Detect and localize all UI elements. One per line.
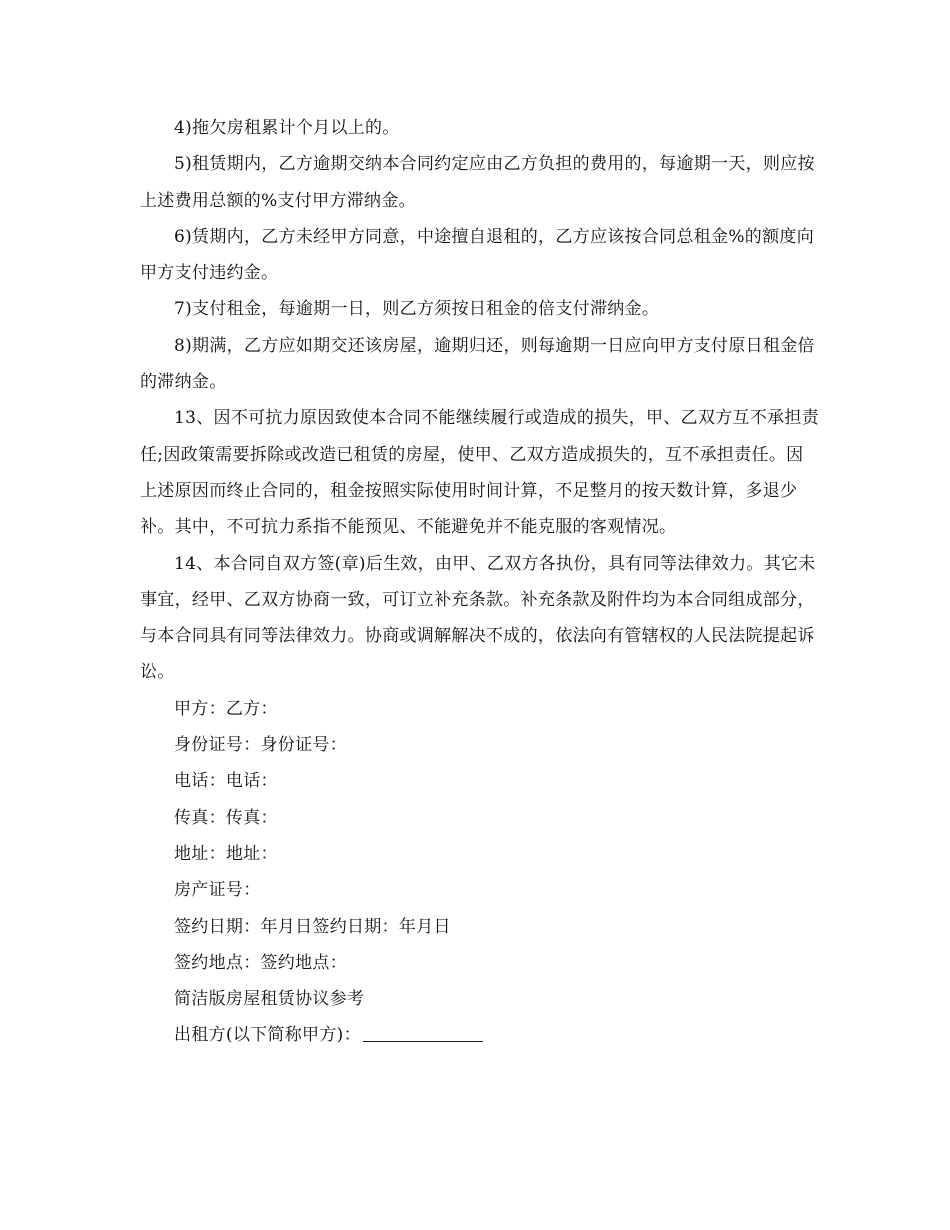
document-body — [140, 110, 820, 1054]
party-names-line: 甲方：乙方： — [174, 698, 278, 719]
id-number-line: 身份证号：身份证号： — [174, 735, 347, 756]
clause-6-early-termination: 6)赁期内，乙方未经甲方同意，中途擅自退租的，乙方应该按合同总租金%的额度向甲方支付违约金。 — [140, 226, 814, 284]
phone-line: 电话：电话： — [174, 771, 278, 792]
address-line: 地址：地址： — [174, 843, 278, 864]
fax-line: 传真：传真： — [174, 807, 278, 828]
clause-5-late-fees: 5)租赁期内，乙方逾期交纳本合同约定应由乙方负担的费用的，每逾期一天，则应按上述费用总额的%支付甲方滞纳金。 — [140, 154, 815, 211]
clause-13-force-majeure: 13、因不可抗力原因致使本合同不能继续履行或造成的损失，甲、乙双方互不承担责任;因政策需要拆除或改造已租赁的房屋，使甲、乙双方造成损失的，互不承担责任。因上述原因而终止合同的，租金按照实际使用时间计算，不足整月的按天数计算，多退少补。其中，不可抗力系指不能预见、不能避免并不能克服的客观情况。 — [140, 408, 820, 538]
clause-4-arrears: 4)拖欠房租累计个月以上的。 — [174, 118, 400, 138]
section-heading-simple-lease: 简洁版房屋租赁协议参考 — [174, 989, 365, 1010]
lessor-line — [140, 1017, 820, 1053]
clause-7-rent-payment: 7)支付租金，每逾期一日，则乙方须按日租金的倍支付滞纳金。 — [174, 299, 660, 320]
property-cert-line: 房产证号： — [174, 880, 261, 901]
signing-place-line: 签约地点：签约地点： — [174, 952, 347, 973]
clause-14-effectiveness: 14、本合同自双方签(章)后生效，由甲、乙双方各执份，具有同等法律效力。其它未事宜，经甲、乙双方协商一致，可订立补充条款。补充条款及附件均为本合同组成部分，与本合同具有同等法律效力。协商或调解解决不成的，依法向有管辖权的人民法院提起诉讼。 — [140, 553, 816, 683]
signing-date-line: 签约日期：年月日签约日期：年月日 — [174, 916, 451, 937]
lessor-blank-underline — [363, 1027, 483, 1042]
clause-8-return-property: 8)期满，乙方应如期交还该房屋，逾期归还，则每逾期一日应向甲方支付原日租金倍的滞纳金。 — [140, 335, 815, 393]
lessor-label: 出租方(以下简称甲方)： — [174, 1025, 361, 1046]
